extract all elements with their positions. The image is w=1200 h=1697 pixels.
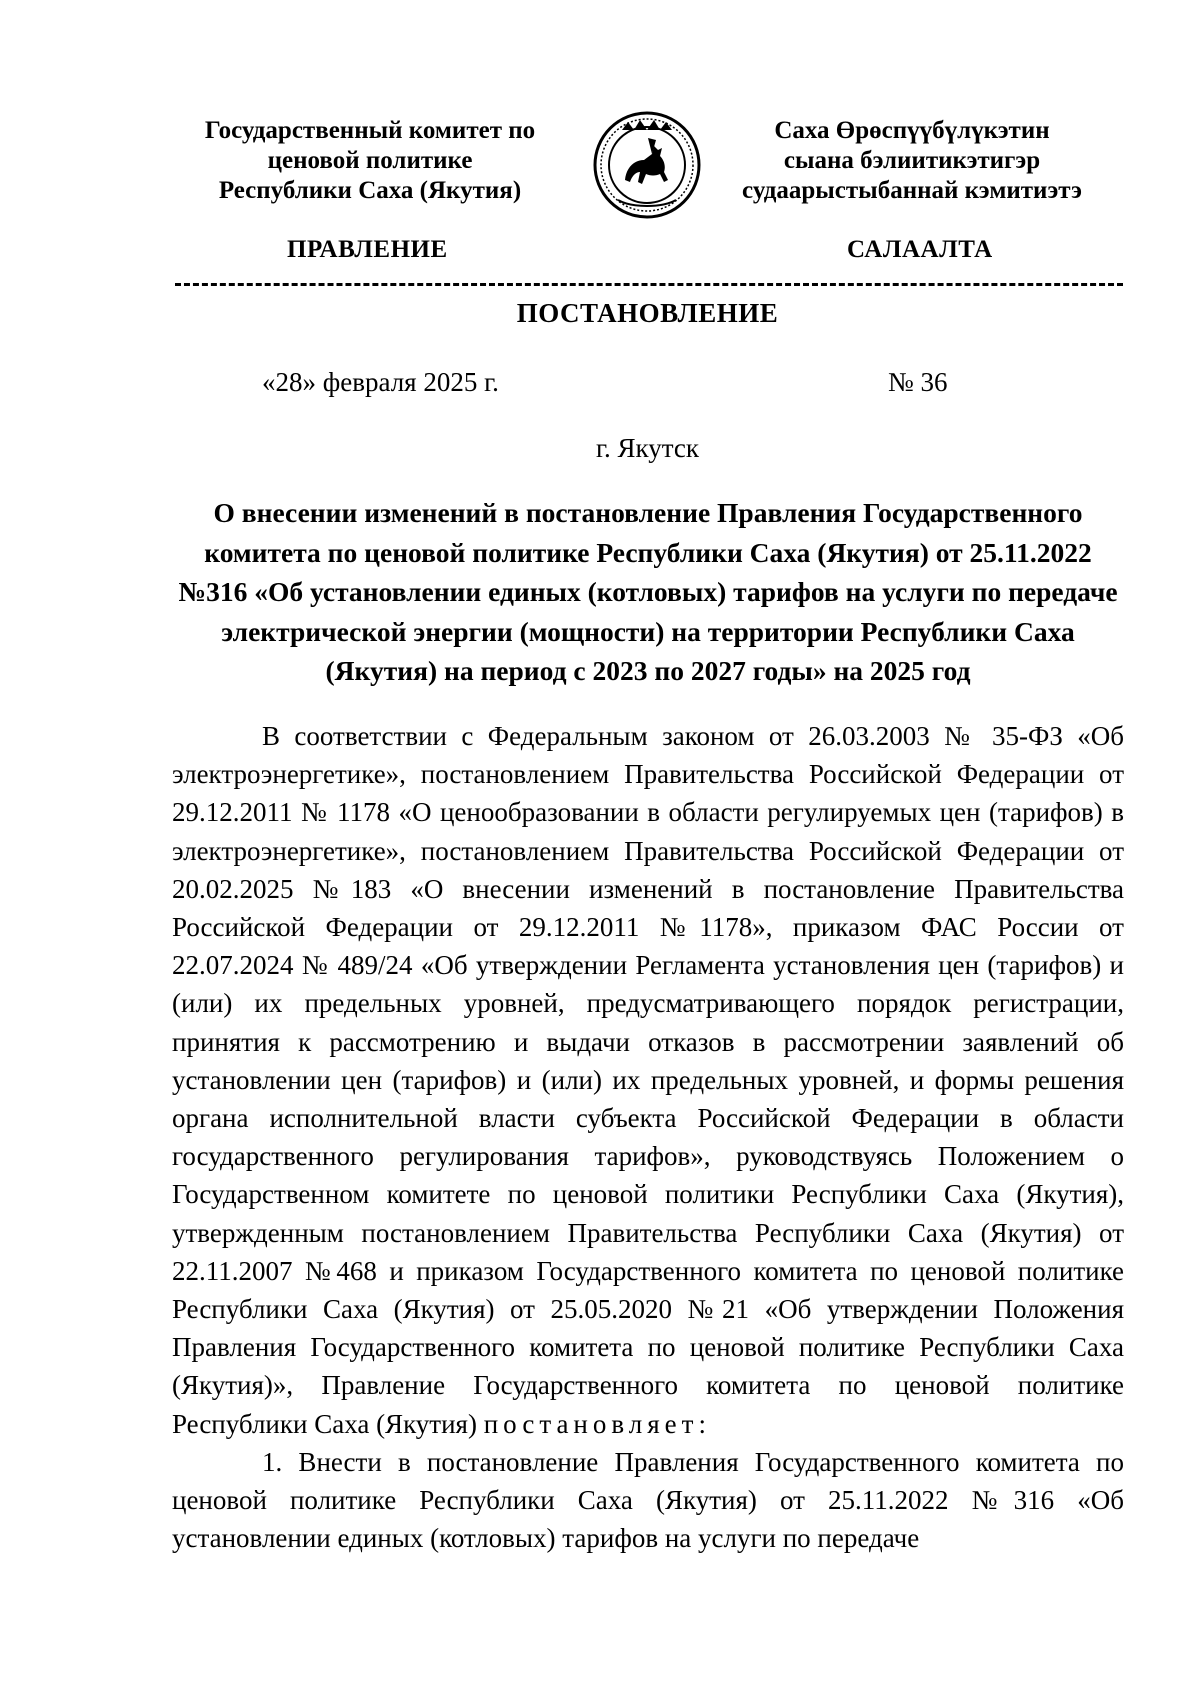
preamble-paragraph bbox=[172, 717, 1124, 1443]
document-city: г. Якутск bbox=[595, 433, 699, 463]
header-right-line: судаарыстыбаннай кэмитиэтэ bbox=[742, 177, 1082, 204]
item-1-paragraph: 1. Внести в постановление Правления Государственного комитета по ценовой политике Республики Саха (Якутия) от 25.11.2022 №316 «Об установлении единых (котловых) тарифов на услуги по передаче bbox=[172, 1446, 1124, 1554]
preamble-text: В соответствии с Федеральным законом от 26.03.2003 № 35-ФЗ «Об электроэнергетике», постановлением Правительства Российской Федерации от 29.12.2011 № 1178 «О ценообразовании в области регулируемых цен (тарифов) в электроэнергетике», постановлением Правительства Российской Федерации от 20.02.2025 №183 «О внесении изменений в постановление Правительства Российской Федерации от 29.12.2011 №1178», приказом ФАС России от 22.07.2024 № 489/24 «Об утверждении Регламента установления цен (тарифов) и (или) их предельных уровней, предусматривающего порядок регистрации, принятия к рассмотрению и выдачи отказов в рассмотрении заявлений об установлении цен (тарифов) и (или) их предельных уровней, и формы решения органа исполнительной власти субъекта Российской Федерации в области государственного регулирования тарифов», руководствуясь Положением о Государственном комитете по ценовой политики Республики Саха (Якутия), утвержденным постановлением Правительства Республики Саха (Якутия) от 22.11.2007 №468 и приказом Государственного комитета по ценовой политике Республики Саха (Якутия) от 25.05.2020 №21 «Об утверждении Положения Правления Государственного комитета по ценовой политике Республики Саха (Якутия)», Правление Государственного комитета по ценовой политике Республики Саха (Якутия) bbox=[172, 721, 1124, 1439]
document-body bbox=[172, 717, 1124, 1557]
header-left-line: Республики Саха (Якутия) bbox=[218, 177, 522, 204]
header-right-org bbox=[712, 116, 1112, 206]
document-type: ПОСТАНОВЛЕНИЕ bbox=[516, 298, 779, 328]
document-number: № 36 bbox=[888, 367, 948, 397]
board-label-left: ПРАВЛЕНИЕ bbox=[287, 236, 448, 263]
decree-word: постановляет: bbox=[483, 1408, 711, 1439]
document-title: О внесении изменений в постановление Правления Государственного комитета по ценовой политике Республики Саха (Якутия) от 25.11.2022 №316 «Об установлении единых (котловых) тарифов на услуги по передаче электрической энергии (мощности) на территории Республики Саха (Якутия) на период с 2023 по 2027 годы» на 2025 год bbox=[178, 497, 1118, 686]
header-left-line: ценовой политике bbox=[267, 147, 473, 174]
header-right-line: Саха Өрөспүүбүлүкэтин bbox=[774, 117, 1050, 144]
dashed-divider bbox=[175, 283, 1123, 286]
header-left-org bbox=[180, 116, 560, 206]
document-date: «28» февраля 2025 г. bbox=[262, 367, 499, 397]
coat-of-arms-emblem-icon bbox=[592, 110, 702, 220]
header-left-line: Государственный комитет по bbox=[204, 117, 536, 144]
board-label-right: САЛААЛТА bbox=[847, 236, 993, 263]
header-right-line: сыана бэлиитикэтигэр bbox=[783, 147, 1041, 174]
